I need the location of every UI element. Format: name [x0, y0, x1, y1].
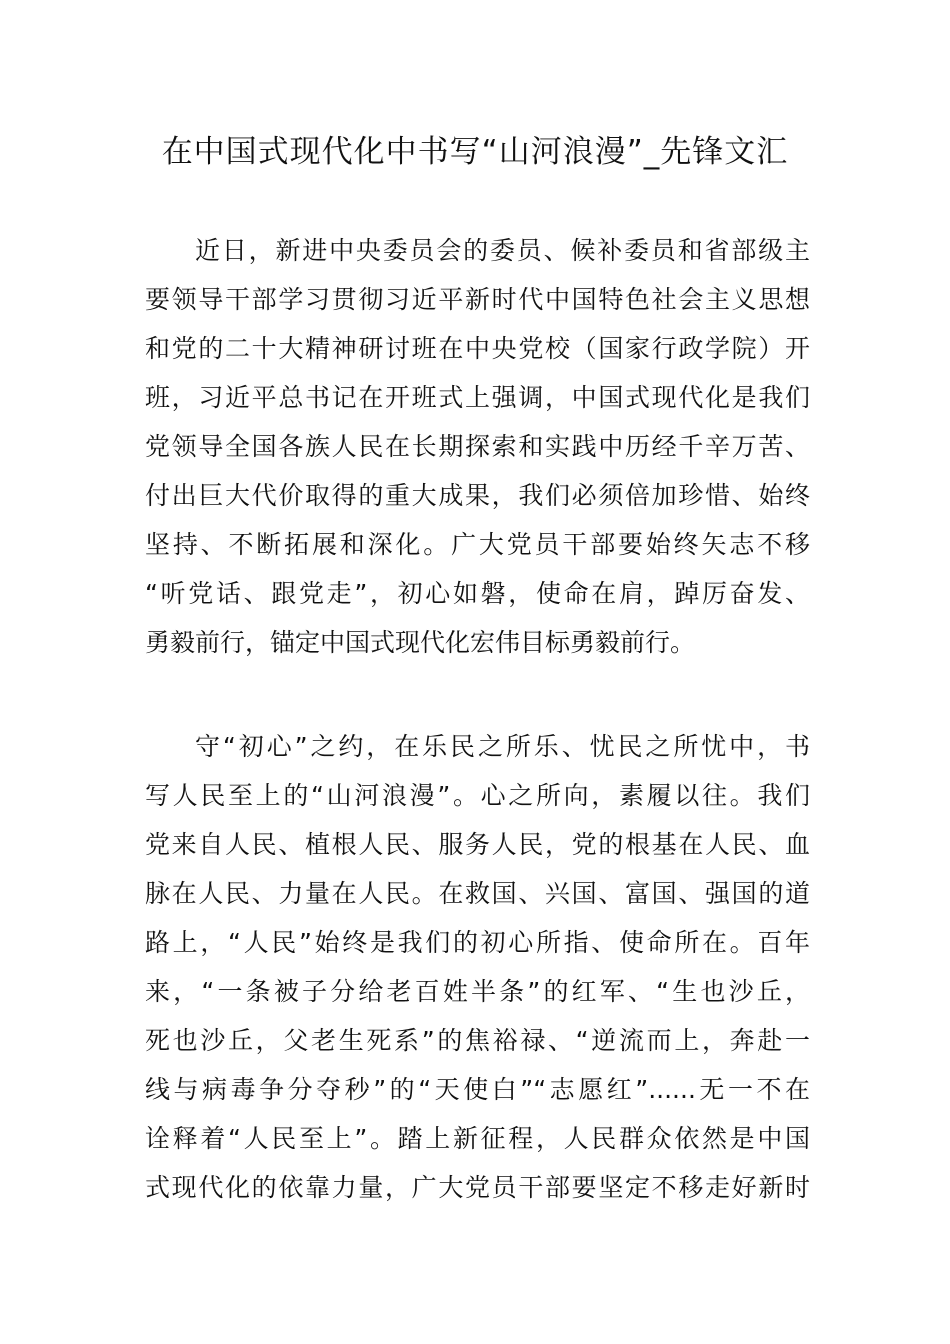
- paragraph-2-line: 脉在人民、力量在人民。在救国、兴国、富国、强国的道: [145, 879, 810, 908]
- paragraph-1-line: 近日，新进中央委员会的委员、候补委员和省部级主: [195, 236, 810, 265]
- paragraph-2-line: 来，“一条被子分给老百姓半条”的红军、“生也沙丘，: [145, 977, 810, 1006]
- paragraph-1-line: 党领导全国各族人民在长期探索和实践中历经千辛万苦、: [145, 432, 810, 461]
- paragraph-2-line: 诠释着“人民至上”。踏上新征程，人民群众依然是中国: [145, 1124, 810, 1153]
- paragraph-1-line: 坚持、不断拓展和深化。广大党员干部要始终矢志不移: [145, 530, 810, 559]
- paragraph-2-line: 写人民至上的“山河浪漫”。心之所向，素履以往。我们: [145, 781, 810, 810]
- paragraph-1-line: 和党的二十大精神研讨班在中央党校（国家行政学院）开: [145, 334, 810, 363]
- document-title: 在中国式现代化中书写“山河浪漫”_先锋文汇: [161, 134, 789, 170]
- paragraph-2-line: 守“初心”之约，在乐民之所乐、忧民之所忧中，书: [195, 732, 810, 761]
- paragraph-1-line: “听党话、跟党走”，初心如磐，使命在肩，踔厉奋发、: [145, 579, 810, 608]
- paragraph-1-line: 付出巨大代价取得的重大成果，我们必须倍加珍惜、始终: [145, 481, 810, 510]
- paragraph-1-line: 要领导干部学习贯彻习近平新时代中国特色社会主义思想: [145, 285, 810, 314]
- paragraph-2-line: 路上，“人民”始终是我们的初心所指、使命所在。百年: [145, 928, 810, 957]
- paragraph-2-line: 党来自人民、植根人民、服务人民，党的根基在人民、血: [145, 830, 810, 859]
- paragraph-2-line: 死也沙丘，父老生死系”的焦裕禄、“逆流而上，奔赴一: [145, 1026, 810, 1055]
- paragraph-1-line: 勇毅前行，锚定中国式现代化宏伟目标勇毅前行。: [145, 628, 696, 657]
- paragraph-1-line: 班，习近平总书记在开班式上强调，中国式现代化是我们: [145, 383, 810, 412]
- paragraph-2-line: 式现代化的依靠力量，广大党员干部要坚定不移走好新时: [145, 1173, 810, 1202]
- paragraph-2-line: 线与病毒争分夺秒”的“天使白”“志愿红”......无一不在: [145, 1075, 810, 1104]
